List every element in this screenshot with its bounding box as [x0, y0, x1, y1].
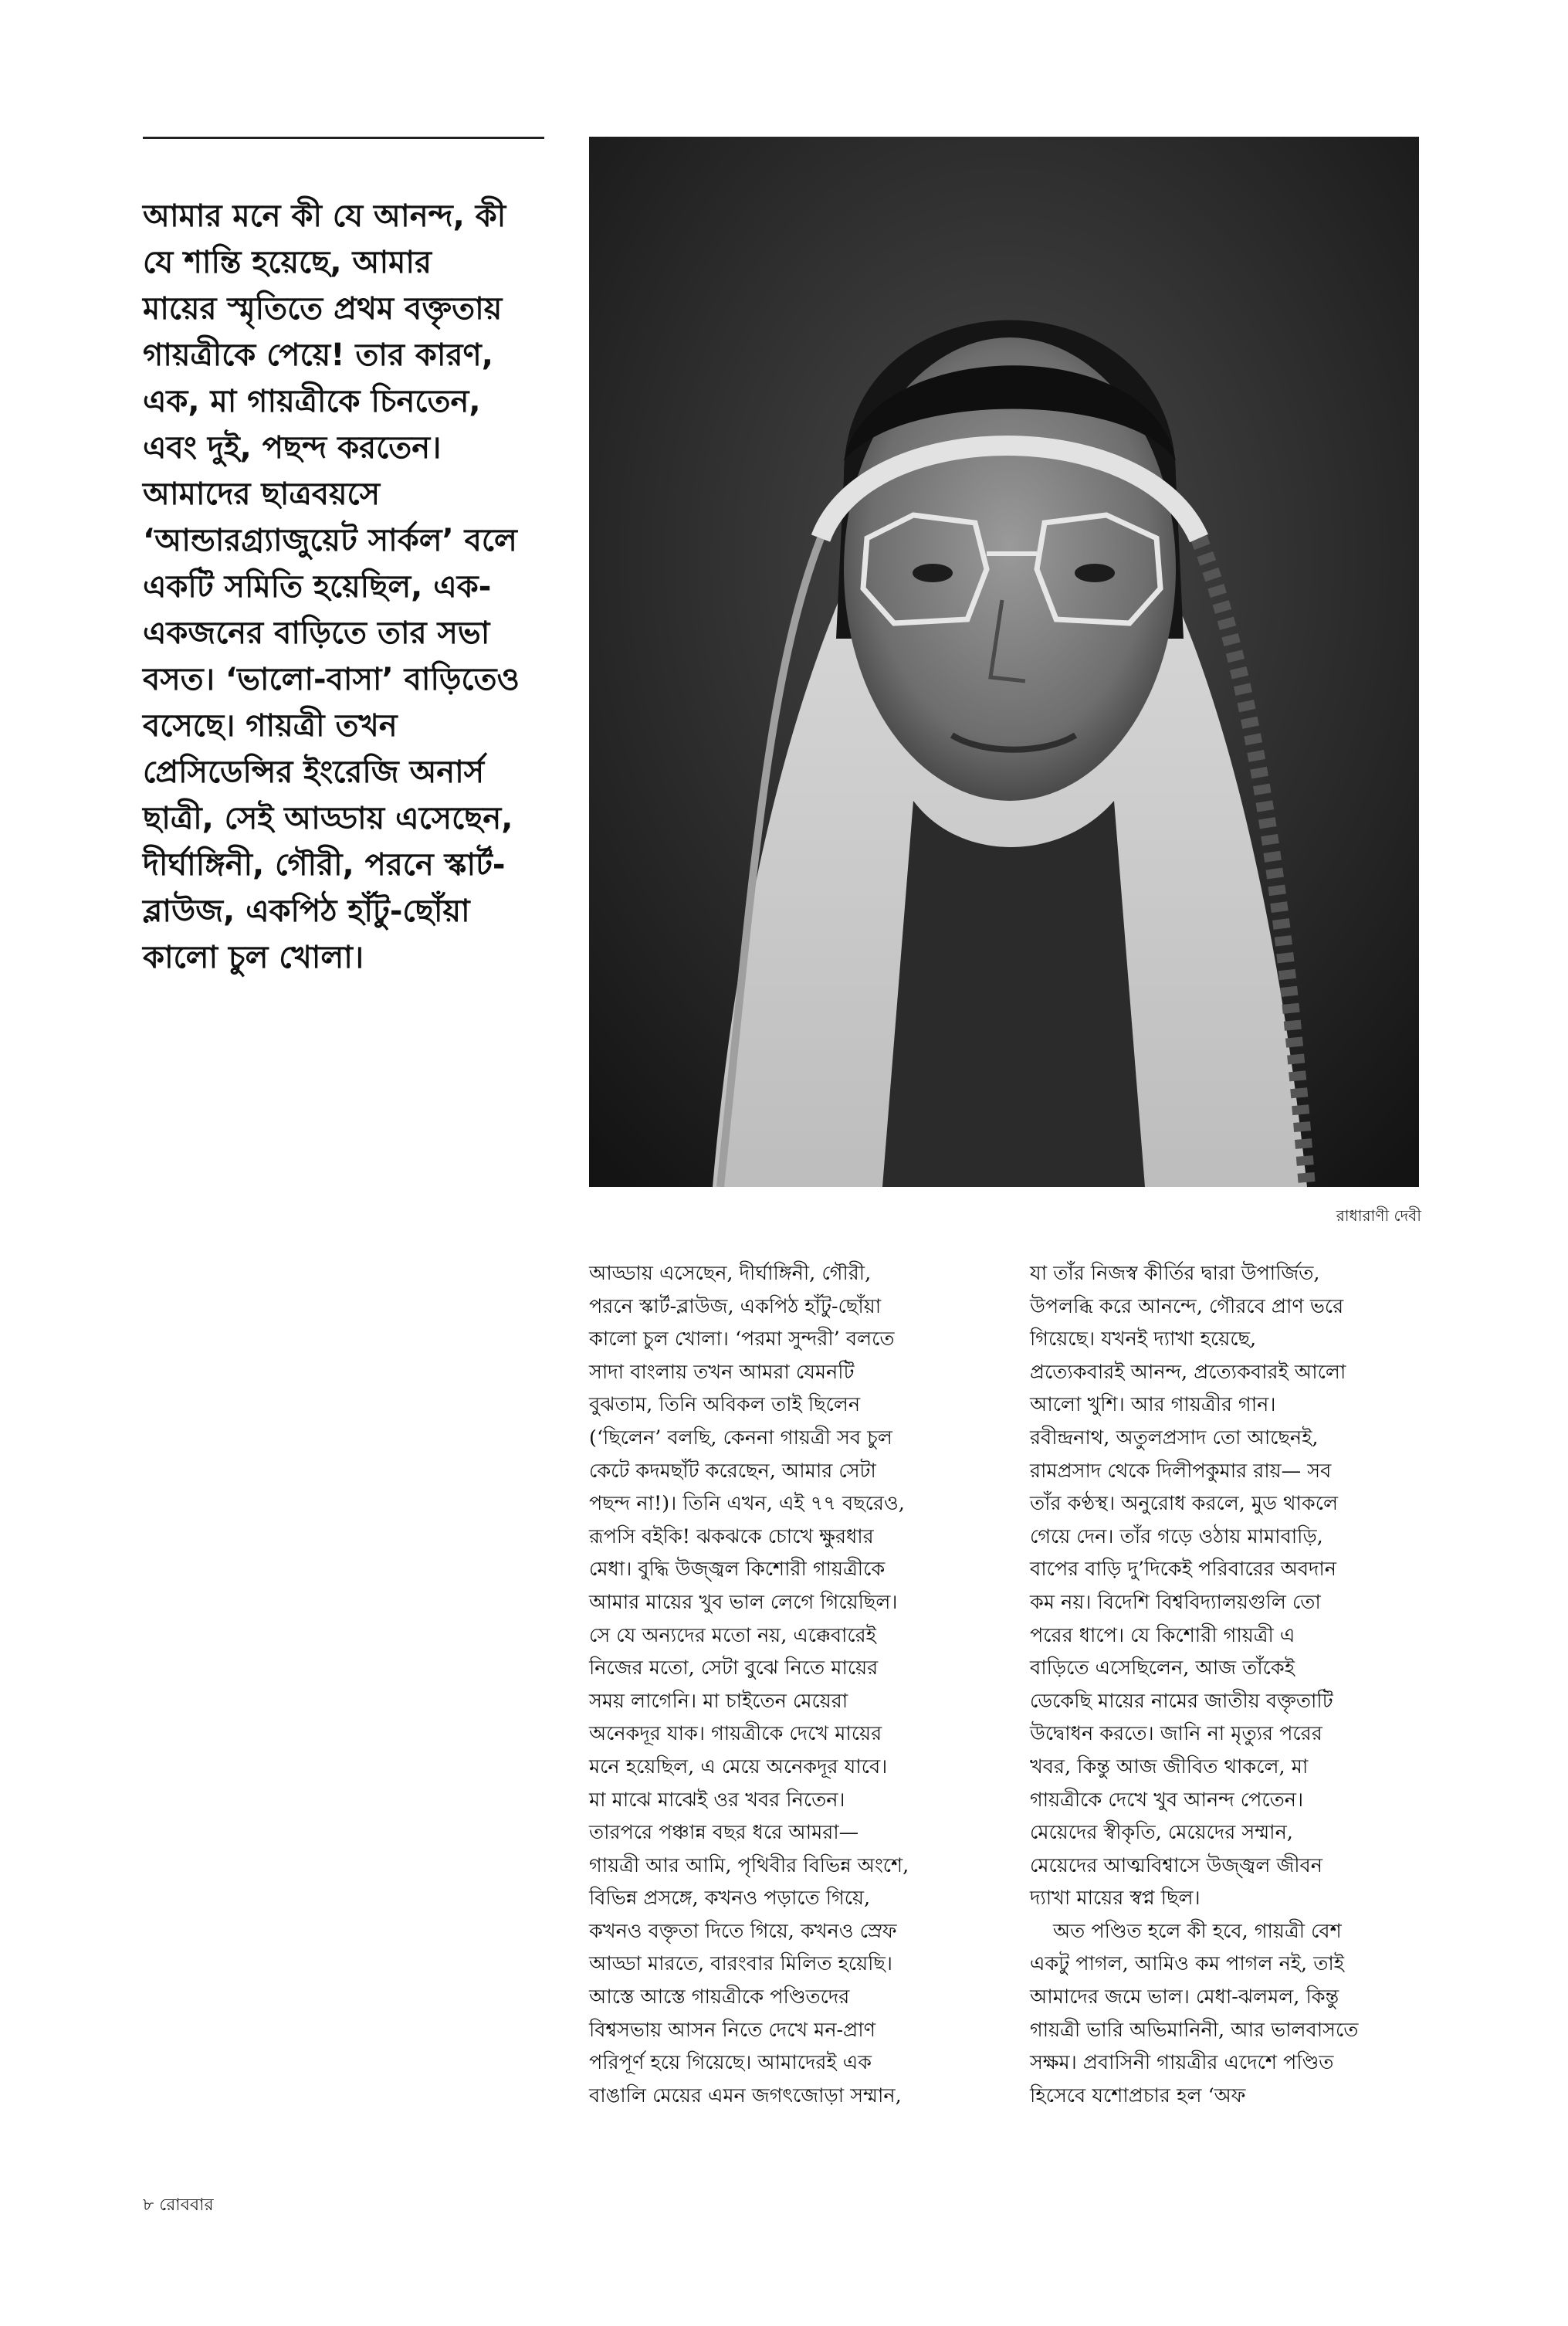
photo-caption: রাধারাণী দেবী	[1336, 1206, 1421, 1225]
pull-quote-line: ছাত্রী, সেই আড্ডায় এসেছেন,	[143, 801, 513, 836]
body-line: সময় লাগেনি। মা চাইতেন মেয়েরা	[589, 1689, 848, 1713]
body-line: উপলব্ধি করে আনন্দে, গৌরবে প্রাণ ভরে	[1030, 1294, 1344, 1318]
pull-quote-line: দীর্ঘাঙ্গিনী, গৌরী, পরনে স্কার্ট-	[143, 847, 506, 883]
pull-quote-line: বসত। ‘ভালো-বাসা’ বাড়িতেও	[143, 662, 520, 697]
body-line-paragraph-start: অত পণ্ডিত হলে কী হবে, গায়ত্রী বেশ	[1053, 1919, 1342, 1943]
body-line: হিসেবে যশোপ্রচার হল ‘অফ	[1030, 2084, 1246, 2107]
body-line: বাঙালি মেয়ের এমন জগৎজোড়া সম্মান,	[589, 2084, 902, 2107]
page-folio: ৮ রোববার	[143, 2195, 214, 2215]
pull-quote-line: যে শান্তি হয়েছে, আমার	[143, 245, 432, 280]
body-line: আস্তে আস্তে গায়ত্রীকে পণ্ডিতদের	[589, 1985, 850, 2009]
body-line: মনে হয়েছিল, এ মেয়ে অনেকদূর যাবে।	[589, 1755, 888, 1778]
body-line: গেয়ে দেন। তাঁর গড়ে ওঠায় মামাবাড়ি,	[1030, 1524, 1323, 1548]
article-column-left	[589, 1257, 991, 2112]
body-line: খবর, কিন্তু আজ জীবিত থাকলে, মা	[1030, 1755, 1309, 1778]
body-line: বুঝতাম, তিনি অবিকল তাই ছিলেন	[589, 1393, 861, 1417]
body-line: ডেকেছি মায়ের নামের জাতীয় বক্তৃতাটি	[1030, 1689, 1333, 1713]
body-line: কেটে কদমছাঁট করেছেন, আমার সেটা	[589, 1459, 876, 1483]
pull-quote-line: আমাদের ছাত্রবয়সে	[143, 476, 381, 512]
body-line: একটু পাগল, আমিও কম পাগল নই, তাই	[1030, 1952, 1345, 1976]
body-line: রূপসি বইকি! ঝকঝকে চোখে ক্ষুরধার	[589, 1524, 874, 1548]
body-line: বিশ্বসভায় আসন নিতে দেখে মন-প্রাণ	[589, 2018, 876, 2042]
portrait-photo	[589, 137, 1419, 1187]
body-line: বিভিন্ন প্রসঙ্গে, কখনও পড়াতে গিয়ে,	[589, 1887, 871, 1911]
body-line: (‘ছিলেন’ বলছি, কেননা গায়ত্রী সব চুল	[589, 1426, 892, 1450]
body-line: আড্ডায় এসেছেন, দীর্ঘাঙ্গিনী, গৌরী,	[589, 1262, 872, 1285]
body-line: গায়ত্রীকে দেখে খুব আনন্দ পেতেন।	[1030, 1788, 1304, 1812]
body-line: আমার মায়ের খুব ভাল লেগে গিয়েছিল।	[589, 1590, 898, 1614]
body-line: সে যে অন্যদের মতো নয়, এক্কেবারেই	[589, 1623, 876, 1647]
body-line: পছন্দ না!)। তিনি এখন, এই ৭৭ বছরেও,	[589, 1492, 905, 1516]
pull-quote-line: প্রেসিডেন্সির ইংরেজি অনার্স	[143, 754, 485, 790]
top-rule	[143, 137, 544, 139]
body-line: গিয়েছে। যখনই দ্যাখা হয়েছে,	[1030, 1327, 1257, 1351]
body-line: মা মাঝে মাঝেই ওর খবর নিতেন।	[589, 1788, 845, 1812]
pull-quote-line: একজনের বাড়িতে তার সভা	[143, 615, 490, 651]
body-line: যা তাঁর নিজস্ব কীর্তির দ্বারা উপার্জিত,	[1030, 1262, 1320, 1285]
body-line: পরনে স্কার্ট-ব্লাউজ, একপিঠ হাঁটু-ছোঁয়া	[589, 1294, 882, 1318]
body-line: গায়ত্রী ভারি অভিমানিনী, আর ভালবাসতে	[1030, 2018, 1359, 2042]
body-line: আলো খুশি। আর গায়ত্রীর গান।	[1030, 1393, 1276, 1417]
body-line: সক্ষম। প্রবাসিনী গায়ত্রীর এদেশে পণ্ডিত	[1030, 2051, 1334, 2075]
body-line: আড্ডা মারতে, বারংবার মিলিত হয়েছি।	[589, 1952, 892, 1976]
pull-quote-line: বসেছে। গায়ত্রী তখন	[143, 708, 398, 744]
body-line: রবীন্দ্রনাথ, অতুলপ্রসাদ তো আছেনই,	[1030, 1426, 1319, 1450]
pull-quote-line: এবং দুই, পছন্দ করতেন।	[143, 430, 442, 466]
portrait-image	[589, 137, 1419, 1187]
body-line: উদ্বোধন করতে। জানি না মৃত্যুর পরের	[1030, 1722, 1322, 1746]
body-line: গায়ত্রী আর আমি, পৃথিবীর বিভিন্ন অংশে,	[589, 1853, 909, 1877]
body-line: তাঁর কণ্ঠস্থ। অনুরোধ করলে, মুড থাকলে	[1030, 1492, 1339, 1516]
pull-quote-line: একটি সমিতি হয়েছিল, এক-	[143, 569, 492, 605]
pull-quote-line: ব্লাউজ, একপিঠ হাঁটু-ছোঁয়া	[143, 893, 470, 929]
body-line: পরের ধাপে। যে কিশোরী গায়ত্রী এ	[1030, 1623, 1295, 1647]
body-line: দ্যাখা মায়ের স্বপ্ন ছিল।	[1030, 1887, 1201, 1911]
body-line: প্রত্যেকবারই আনন্দ, প্রত্যেকবারই আলো	[1030, 1360, 1346, 1384]
body-line: সাদা বাংলায় তখন আমরা যেমনটি	[589, 1360, 855, 1384]
body-line: কালো চুল খোলা। ‘পরমা সুন্দরী’ বলতে	[589, 1327, 895, 1351]
body-line: কম নয়। বিদেশি বিশ্ববিদ্যালয়গুলি তো	[1030, 1590, 1321, 1614]
body-line: পরিপূর্ণ হয়ে গিয়েছে। আমাদেরই এক	[589, 2051, 872, 2075]
body-line: নিজের মতো, সেটা বুঝে নিতে মায়ের	[589, 1656, 879, 1680]
body-line: বাপের বাড়ি দু’দিকেই পরিবারের অবদান	[1030, 1558, 1337, 1582]
article-column-right	[1030, 1257, 1431, 2112]
body-line: তারপরে পঞ্চান্ন বছর ধরে আমরা—	[589, 1821, 859, 1845]
body-line: মেয়েদের আত্মবিশ্বাসে উজ্জ্বল জীবন	[1030, 1853, 1322, 1877]
body-line: মেয়েদের স্বীকৃতি, মেয়েদের সম্মান,	[1030, 1821, 1293, 1845]
pull-quote-line: আমার মনে কী যে আনন্দ, কী	[143, 198, 506, 234]
body-line: রামপ্রসাদ থেকে দিলীপকুমার রায়— সব	[1030, 1459, 1332, 1483]
pull-quote-line: ‘আন্ডারগ্র্যাজুয়েট সার্কল’ বলে	[143, 523, 517, 558]
pull-quote-line: কালো চুল খোলা।	[143, 940, 364, 975]
body-line: আমাদের জমে ভাল। মেধা-ঝলমল, কিন্তু	[1030, 1985, 1339, 2009]
body-line: কখনও বক্তৃতা দিতে গিয়ে, কখনও স্রেফ	[589, 1919, 897, 1943]
pull-quote	[143, 193, 560, 981]
pull-quote-line: মায়ের স্মৃতিতে প্রথম বক্তৃতায়	[143, 291, 503, 327]
body-line: বাড়িতে এসেছিলেন, আজ তাঁকেই	[1030, 1656, 1295, 1680]
body-line: মেধা। বুদ্ধি উজ্জ্বল কিশোরী গায়ত্রীকে	[589, 1558, 886, 1582]
body-line: অনেকদূর যাক। গায়ত্রীকে দেখে মায়ের	[589, 1722, 882, 1746]
pull-quote-line: এক, মা গায়ত্রীকে চিনতেন,	[143, 384, 481, 419]
pull-quote-line: গায়ত্রীকে পেয়ে! তার কারণ,	[143, 337, 493, 373]
